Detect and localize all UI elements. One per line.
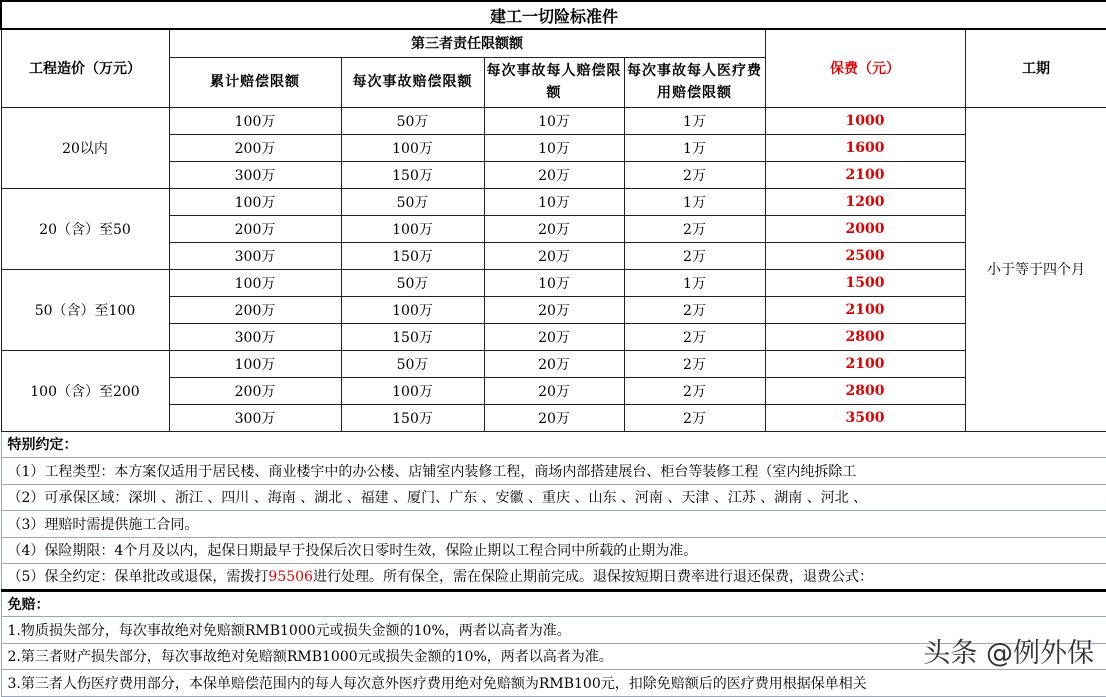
per-accident-limit: 150万 — [341, 242, 484, 269]
table-row — [1, 350, 1106, 377]
premium: 2100 — [765, 161, 965, 188]
per-accident-limit: 50万 — [341, 350, 484, 377]
per-person-limit: 20万 — [484, 242, 624, 269]
cumulative-limit: 300万 — [169, 323, 341, 350]
per-accident-limit: 150万 — [341, 323, 484, 350]
medical-limit: 1万 — [624, 107, 765, 134]
per-person-limit: 20万 — [484, 161, 624, 188]
per-accident-limit: 100万 — [341, 377, 484, 404]
cumulative-limit: 100万 — [169, 269, 341, 296]
cumulative-limit: 200万 — [169, 296, 341, 323]
header-cumulative: 累计赔偿限额 — [169, 57, 341, 107]
per-accident-limit: 150万 — [341, 404, 484, 431]
table-row — [1, 188, 1106, 215]
cumulative-limit: 100万 — [169, 107, 341, 134]
cost-range: 20以内 — [1, 107, 169, 188]
cumulative-limit: 100万 — [169, 188, 341, 215]
special-item: （2）可承保区域：深圳 、浙江 、四川 、海南 、湖北 、福建 、厦门、广东 、安徽 、重庆 、山东 、河南 、天津 、江苏 、湖南 、河北 、 — [1, 484, 1106, 511]
item5-text-2: 进行处理。所有保全，需在保险止期前完成。退保按短期日费率进行退还保费，退费公式： — [312, 569, 873, 586]
header-premium: 保费（元） — [765, 29, 965, 107]
header-period: 工期 — [965, 29, 1106, 107]
medical-limit: 2万 — [624, 215, 765, 242]
header-per-person: 每次事故每人赔偿限额 — [484, 57, 624, 107]
cost-range: 20（含）至50 — [1, 188, 169, 269]
premium: 1600 — [765, 134, 965, 161]
header-cost: 工程造价（万元） — [1, 29, 169, 107]
medical-limit: 1万 — [624, 188, 765, 215]
table-title: 建工一切险标准件 — [1, 1, 1106, 29]
special-item: （1）工程类型：本方案仅适用于居民楼、商业楼宇中的办公楼、店铺室内装修工程，商场内部搭建展台、柜台等装修工程（室内纯拆除工 — [1, 458, 1106, 485]
per-person-limit: 20万 — [484, 404, 624, 431]
premium: 3500 — [765, 404, 965, 431]
premium: 1000 — [765, 107, 965, 134]
per-accident-limit: 100万 — [341, 134, 484, 161]
cost-range: 100（含）至200 — [1, 350, 169, 431]
per-accident-limit: 50万 — [341, 188, 484, 215]
per-person-limit: 20万 — [484, 350, 624, 377]
medical-limit: 1万 — [624, 134, 765, 161]
cost-range: 50（含）至100 — [1, 269, 169, 350]
period-value: 小于等于四个月 — [965, 107, 1106, 431]
deductible-heading: 免赔： — [1, 590, 1106, 617]
per-person-limit: 10万 — [484, 269, 624, 296]
cumulative-limit: 300万 — [169, 161, 341, 188]
premium: 1200 — [765, 188, 965, 215]
service-phone: 95506 — [268, 569, 313, 586]
premium: 2800 — [765, 323, 965, 350]
premium: 2000 — [765, 215, 965, 242]
header-per-accident: 每次事故赔偿限额 — [341, 57, 484, 107]
per-person-limit: 10万 — [484, 188, 624, 215]
per-accident-limit: 50万 — [341, 107, 484, 134]
special-item-5 — [1, 564, 1106, 591]
deductible-item: 1.物质损失部分，每次事故绝对免赔额RMB1000元或损失金额的10%，两者以高者为准。 — [1, 617, 1106, 644]
premium: 1500 — [765, 269, 965, 296]
per-person-limit: 20万 — [484, 215, 624, 242]
per-person-limit: 10万 — [484, 134, 624, 161]
cumulative-limit: 200万 — [169, 377, 341, 404]
premium: 2100 — [765, 350, 965, 377]
medical-limit: 2万 — [624, 323, 765, 350]
per-person-limit: 20万 — [484, 323, 624, 350]
header-third-party: 第三者责任限额额 — [169, 29, 765, 57]
per-accident-limit: 150万 — [341, 161, 484, 188]
table-row — [1, 269, 1106, 296]
medical-limit: 2万 — [624, 377, 765, 404]
header-medical: 每次事故每人医疗费用赔偿限额 — [624, 57, 765, 107]
per-person-limit: 20万 — [484, 296, 624, 323]
medical-limit: 2万 — [624, 404, 765, 431]
special-heading: 特别约定： — [1, 431, 1106, 458]
medical-limit: 2万 — [624, 350, 765, 377]
medical-limit: 1万 — [624, 269, 765, 296]
cumulative-limit: 100万 — [169, 350, 341, 377]
medical-limit: 2万 — [624, 161, 765, 188]
premium: 2500 — [765, 242, 965, 269]
premium: 2800 — [765, 377, 965, 404]
cumulative-limit: 300万 — [169, 242, 341, 269]
watermark: 头条 @例外保 — [923, 638, 1094, 669]
medical-limit: 2万 — [624, 296, 765, 323]
per-accident-limit: 100万 — [341, 296, 484, 323]
per-person-limit: 10万 — [484, 107, 624, 134]
per-person-limit: 20万 — [484, 377, 624, 404]
cumulative-limit: 200万 — [169, 215, 341, 242]
cumulative-limit: 300万 — [169, 404, 341, 431]
table-row — [1, 107, 1106, 134]
special-item: （3）理赔时需提供施工合同。 — [1, 511, 1106, 538]
special-item: （4）保险期限：4个月及以内，起保日期最早于投保后次日零时生效，保险止期以工程合同中所载的止期为准。 — [1, 537, 1106, 564]
premium: 2100 — [765, 296, 965, 323]
cumulative-limit: 200万 — [169, 134, 341, 161]
per-accident-limit: 50万 — [341, 269, 484, 296]
per-accident-limit: 100万 — [341, 215, 484, 242]
deductible-item: 3.第三者人伤医疗费用部分，本保单赔偿范围内的每人每次意外医疗费用绝对免赔额为RMB100元，扣除免赔额后的医疗费用根据保单相关 — [1, 670, 1106, 697]
item5-text: （5）保全约定：保单批改或退保，需拨打 — [7, 569, 269, 586]
medical-limit: 2万 — [624, 242, 765, 269]
deductible-item: 2.第三者财产损失部分，每次事故绝对免赔额RMB1000元或损失金额的10%，两者以高者为准。 — [1, 643, 1106, 670]
